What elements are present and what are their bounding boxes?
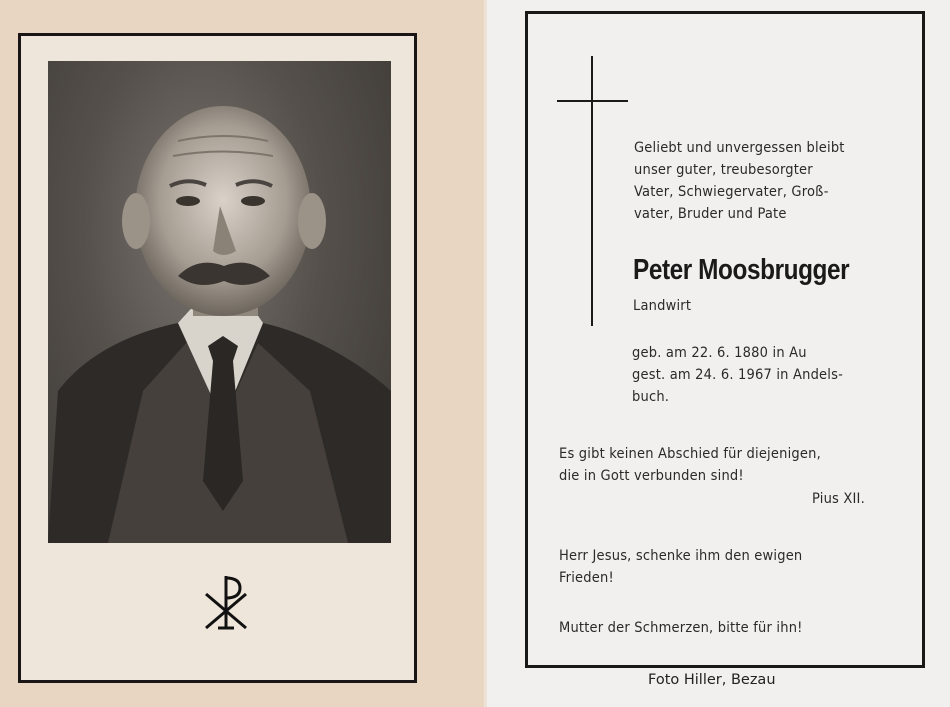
closing-prayer: Mutter der Schmerzen, bitte für ihn! [559,620,803,636]
quote-line: die in Gott verbunden sind! [559,468,744,484]
birth-line: geb. am 22. 6. 1880 in Au [632,345,807,361]
intro-line: vater, Bruder und Pate [634,206,787,222]
quote [559,443,821,487]
chi-rho-icon [202,572,250,632]
intro-line: Vater, Schwiegervater, Groß- [634,184,829,200]
intro-line: Geliebt und unvergessen bleibt [634,140,845,156]
quote-line: Es gibt keinen Abschied für diejenigen, [559,446,821,462]
death-line-continued: buch. [632,389,670,405]
life-dates [632,342,843,408]
deceased-name: Peter Moosbrugger [633,254,850,286]
quote-author: Pius XII. [812,491,865,507]
cross-icon-bar [557,100,628,102]
portrait-illustration [48,61,391,543]
portrait-photo [48,61,391,543]
portrait-card-frame [18,33,417,683]
intro-line: unser guter, treubesorgter [634,162,813,178]
obituary-card-frame [525,11,925,668]
prayer-line: Herr Jesus, schenke ihm den ewigen [559,548,803,564]
intro-text [634,137,845,225]
death-line: gest. am 24. 6. 1967 in Andels- [632,367,844,383]
cross-icon [591,56,593,326]
occupation: Landwirt [633,298,692,314]
obituary-card [487,0,950,707]
prayer-line: Frieden! [559,570,614,586]
prayer [559,545,802,589]
photo-credit: Foto Hiller, Bezau [648,672,776,688]
